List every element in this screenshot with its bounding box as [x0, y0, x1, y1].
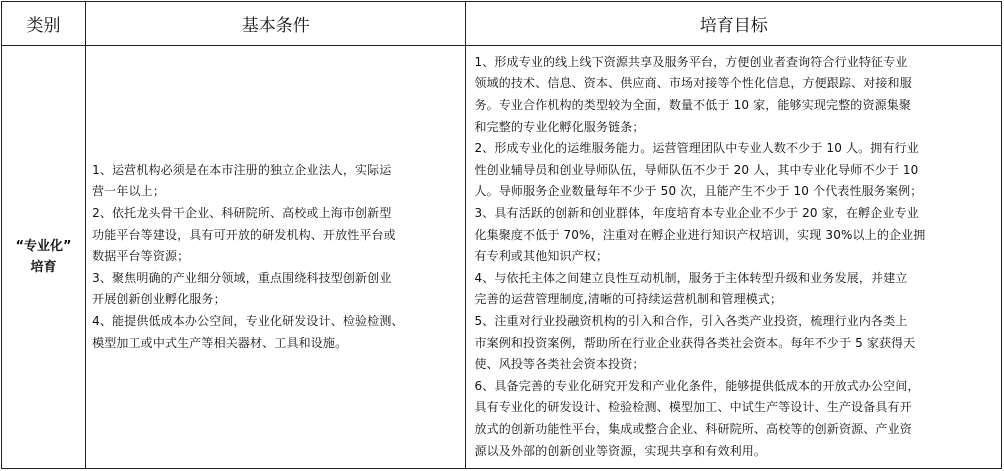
- header-row: [2, 2, 1002, 46]
- goal-line: 完善的运营管理制度,清晰的可持续运营机制和管理模式；: [474, 292, 783, 307]
- category-cell: [2, 46, 86, 469]
- basic-condition-line: 3、聚焦明确的产业细分领域，重点围绕科技型创新创业: [92, 270, 392, 285]
- goal-line: 5、注重对行业投融资机构的引入和合作，引入各类产业投资，梳理行业内各类上: [474, 313, 908, 328]
- table-row: [2, 46, 1002, 469]
- header-basic-conditions: 基本条件: [86, 2, 466, 46]
- goal-line: 2、形成专业化的运维服务能力。运营管理团队中专业人数不少于 10 人。拥有行业: [474, 141, 919, 156]
- goal-line: 人。导师服务企业数量每年不少于 50 次，且能产生不少于 10 个代表性服务案例；: [474, 184, 923, 199]
- goal-line: 有专利或其他知识产权；: [474, 249, 609, 264]
- header-cultivation-goals: 培育目标: [466, 2, 1002, 46]
- goal-line: 领域的技术、信息、资本、供应商、市场对接等个性化信息，方便跟踪、对接和服: [474, 76, 912, 91]
- goal-line: 4、与依托主体之间建立良性互动机制，服务于主体转型升级和业务发展，并建立: [474, 270, 908, 285]
- basic-condition-line: 模型加工或中式生产等相关器材、工具和设施。: [92, 335, 348, 350]
- goal-line: 化集聚度不低于 70%，注重对在孵企业进行知识产权培训，实现 30%以上的企业拥: [474, 227, 926, 242]
- goal-line: 务。专业合作机构的类型较为全面，数量不低于 10 家，能够实现完整的资源集聚: [474, 98, 912, 113]
- basic-condition-line: 开展创新创业孵化服务；: [92, 292, 226, 307]
- category-label-line: 培育: [30, 260, 57, 275]
- basic-condition-line: 功能平台等建设，具有可开放的研发机构、开放性平台或: [92, 227, 396, 242]
- category-label-line: “专业化”: [15, 239, 72, 254]
- goal-line: 放式的创新功能性平台，集成或整合企业、科研院所、高校等的创新资源、产业资: [474, 421, 912, 436]
- basic-condition-line: 营一年以上；: [92, 184, 165, 199]
- goal-line: 6、具备完善的专业化研究开发和产业化条件，能够提供低成本的开放式办公空间，: [474, 378, 920, 393]
- goal-line: 1、形成专业的线上线下资源共享及服务平台，方便创业者查询符合行业特征专业: [474, 54, 908, 69]
- goal-line: 和完整的专业化孵化服务链条；: [474, 119, 645, 134]
- basic-condition-line: 2、依托龙头骨干企业、科研院所、高校或上海市创新型: [92, 206, 392, 221]
- basic-condition-line: 1、运营机构必须是在本市注册的独立企业法人，实际运: [92, 162, 392, 177]
- basic-condition-line: 4、能提供低成本办公空间，专业化研发设计、检验检测、: [92, 313, 404, 328]
- goal-line: 具有专业化的研发设计、检验检测、模型加工、中试生产等设计、生产设备具有开: [474, 400, 912, 415]
- criteria-table: [1, 1, 1002, 469]
- cultivation-goals-cell: [466, 46, 1002, 469]
- header-category: 类别: [2, 2, 86, 46]
- basic-conditions-cell: [86, 46, 466, 469]
- goal-line: 性创业辅导员和创业导师队伍，导师队伍不少于 20 人，其中专业化导师不少于 10: [474, 162, 919, 177]
- goal-line: 市案例和投资案例，帮助所在行业企业获得各类社会资本。每年不少于 5 家获得天: [474, 335, 916, 350]
- goal-line: 源以及外部的创新创业等资源，实现共享和有效利用。: [474, 443, 767, 458]
- goal-line: 3、具有活跃的创新和创业群体，年度培育本专业企业不少于 20 家，在孵企业专业: [474, 206, 919, 221]
- basic-condition-line: 数据平台等资源；: [92, 249, 190, 264]
- goal-line: 使、风投等各类社会资本投资；: [474, 357, 645, 372]
